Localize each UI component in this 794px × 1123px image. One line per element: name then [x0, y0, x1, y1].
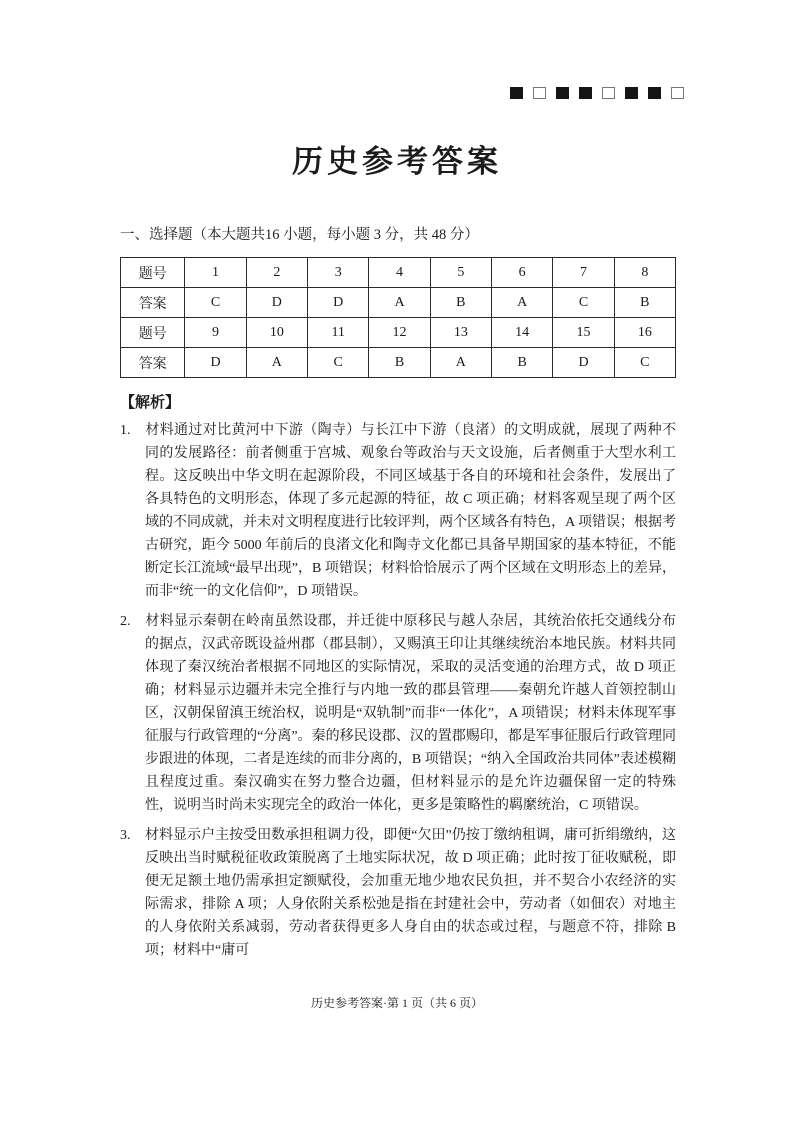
table-row — [121, 348, 676, 378]
page-content — [0, 225, 794, 962]
table-cell: B — [430, 288, 491, 318]
table-cell: 9 — [185, 318, 246, 348]
row-header-cell: 题号 — [121, 258, 185, 288]
table-cell: C — [185, 288, 246, 318]
table-cell: A — [246, 348, 307, 378]
table-cell: C — [553, 288, 614, 318]
table-cell: 13 — [430, 318, 491, 348]
registration-mark — [625, 87, 638, 99]
table-cell: 15 — [553, 318, 614, 348]
section-heading: 一、选择题（本大题共16 小题，每小题 3 分，共 48 分） — [120, 227, 479, 243]
table-cell: C — [308, 348, 369, 378]
table-cell: 16 — [614, 318, 675, 348]
table-cell: D — [308, 288, 369, 318]
analysis-heading: 【解析】 — [120, 395, 181, 411]
answer-table — [120, 257, 676, 378]
table-cell: 7 — [553, 258, 614, 288]
analysis-item — [120, 419, 676, 603]
table-cell: A — [492, 288, 553, 318]
registration-mark — [648, 87, 661, 99]
table-cell: A — [369, 288, 430, 318]
table-cell: B — [492, 348, 553, 378]
table-cell: B — [614, 288, 675, 318]
table-cell: 11 — [308, 318, 369, 348]
table-cell: D — [553, 348, 614, 378]
item-number: 2. — [120, 614, 131, 629]
table-cell: 6 — [492, 258, 553, 288]
item-number: 1. — [120, 423, 131, 438]
registration-mark — [579, 87, 592, 99]
table-cell: C — [614, 348, 675, 378]
row-header-cell: 答案 — [121, 348, 185, 378]
analysis-item — [120, 610, 676, 817]
item-text: 材料显示户主按受田数承担租调力役，即便“欠田”仍按丁缴纳租调，庸可折绢缴纳，这反映出当时赋税征收政策脱离了土地实际状况，故 D 项正确；此时按丁征收赋税，即便无足额土地仍需承担定额赋役，会加重无地少地农民负担，并不契合小农经济的实际需求，排除 A 项；人身依附关系松弛是指在封建社会中，劳动者（如佃农）对地主的人身依附关系减弱，劳动者获得更多人身自由的状态或过程，与题意不符，排除 B 项；材料中“庸可 — [145, 828, 676, 958]
row-header-cell: 答案 — [121, 288, 185, 318]
table-cell: 14 — [492, 318, 553, 348]
table-cell: 10 — [246, 318, 307, 348]
registration-mark — [671, 87, 684, 99]
table-cell: 1 — [185, 258, 246, 288]
analysis-item — [120, 824, 676, 962]
table-cell: 12 — [369, 318, 430, 348]
table-cell: 4 — [369, 258, 430, 288]
item-number: 3. — [120, 828, 131, 843]
table-row — [121, 318, 676, 348]
table-cell: B — [369, 348, 430, 378]
registration-mark — [533, 87, 546, 99]
registration-mark — [602, 87, 615, 99]
table-cell: 5 — [430, 258, 491, 288]
registration-marks — [510, 87, 684, 99]
table-row — [121, 258, 676, 288]
table-cell: 3 — [308, 258, 369, 288]
table-cell: 8 — [614, 258, 675, 288]
registration-mark — [510, 87, 523, 99]
document-title: 历史参考答案 — [292, 144, 502, 179]
item-text: 材料通过对比黄河中下游（陶寺）与长江中下游（良渚）的文明成就，展现了两种不同的发展路径：前者侧重于宫城、观象台等政治与天文设施，后者侧重于大型水利工程。这反映出中华文明在起源阶段，不同区域基于各自的环境和社会条件，发展出了各具特色的文明形态，体现了多元起源的特征，故 C 项正确；材料客观呈现了两个区域的不同成就，并未对文明程度进行比较评判，两个区域各有特色，A 项错误；根据考古研究，距今 5000 年前后的良渚文化和陶寺文化都已具备早期国家的基本特征，不能断定长江流域“最早出现”，B 项错误；材料恰恰展示了两个区域在文明形态上的差异，而非“统一的文化信仰”，D 项错误。 — [145, 423, 676, 599]
registration-mark — [556, 87, 569, 99]
row-header-cell: 题号 — [121, 318, 185, 348]
table-cell: 2 — [246, 258, 307, 288]
item-text: 材料显示秦朝在岭南虽然设郡，并迁徙中原移民与越人杂居，其统治依托交通线分布的据点，汉武帝既设益州郡（郡县制），又赐滇王印让其继续统治本地民族。材料共同体现了秦汉统治者根据不同地区的实际情况，采取的灵活变通的治理方式，故 D 项正确；材料显示边疆并未完全推行与内地一致的郡县管理——秦朝允许越人首领控制山区，汉朝保留滇王统治权，说明是“双轨制”而非“一体化”，A 项错误；材料未体现军事征服与行政管理的“分离”。秦的移民设郡、汉的置郡赐印，都是军事征服后行政管理同步跟进的体现，二者是连续的而非分离的，B 项错误；“纳入全国政治共同体”表述模糊且程度过重。秦汉确实在努力整合边疆，但材料显示的是允许边疆保留一定的特殊性，说明当时尚未实现完全的政治一体化，更多是策略性的羁縻统治，C 项错误。 — [145, 614, 676, 813]
table-cell: D — [185, 348, 246, 378]
page-footer: 历史参考答案·第 1 页（共 6 页） — [311, 996, 483, 1010]
table-row — [121, 288, 676, 318]
table-cell: A — [430, 348, 491, 378]
table-cell: D — [246, 288, 307, 318]
